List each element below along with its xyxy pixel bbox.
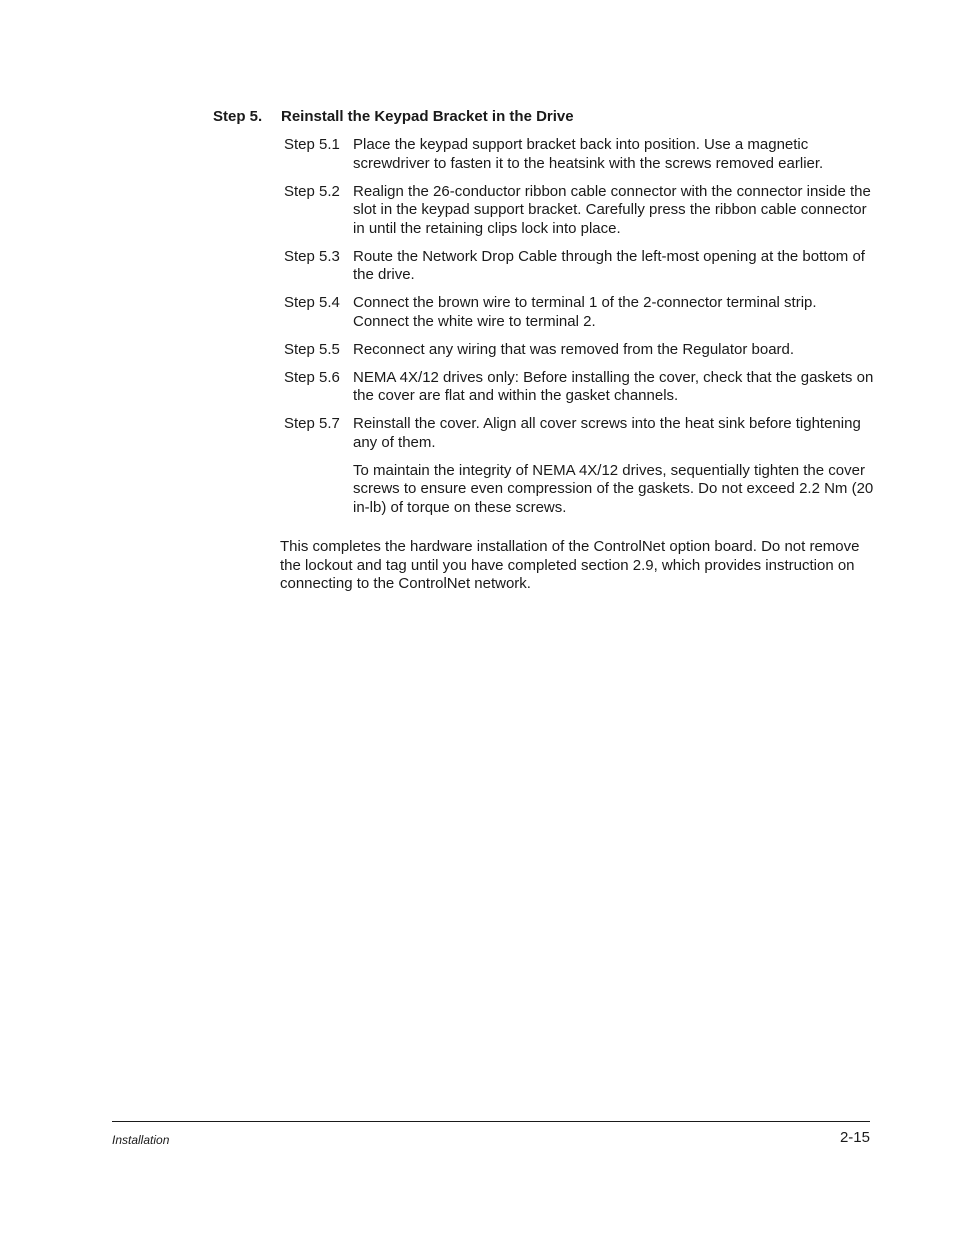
substep-5-7	[284, 415, 874, 517]
footer-divider	[112, 1121, 870, 1122]
substep-body	[353, 341, 874, 360]
substep-text: Reconnect any wiring that was removed from the Regulator board.	[353, 340, 795, 358]
page-number: 2-15	[839, 1129, 870, 1146]
substep-label: Step 5.7	[284, 415, 340, 432]
substep-text: NEMA 4X/12 drives only: Before installing the cover, check that the gaskets on the cover are flat and within the gasket channels.	[353, 368, 874, 404]
substep-label: Step 5.6	[284, 368, 340, 386]
substep-list	[284, 136, 874, 527]
substep-text: Place the keypad support bracket back into position. Use a magnetic screwdriver to fasten it to the heatsink with the screws removed earlier.	[353, 136, 824, 172]
substep-5-4	[284, 294, 874, 331]
substep-note: To maintain the integrity of NEMA 4X/12 drives, sequentially tighten the cover screws to ensure even compression of the gaskets. Do not exceed 2.2 Nm (20 in-lb) of torque on these screws.	[353, 461, 874, 516]
substep-5-5	[284, 341, 874, 360]
substep-label: Step 5.5	[284, 340, 340, 358]
substep-label: Step 5.1	[284, 136, 340, 153]
footer-section-name: Installation	[112, 1133, 170, 1147]
substep-text: Realign the 26-conductor ribbon cable connector with the connector inside the slot in the keypad support bracket. Carefully press the ribbon cable connector in until the retaining clips lock into place.	[353, 182, 871, 237]
substep-body	[353, 369, 874, 406]
closing-paragraph: This completes the hardware installation of the ControlNet option board. Do not remove the lockout and tag until you have completed section 2.9, which provides instruction on connecting to the ControlNet network.	[280, 538, 860, 592]
substep-5-1	[284, 136, 874, 173]
substep-body	[353, 136, 874, 173]
substep-text: Route the Network Drop Cable through the left-most opening at the bottom of the drive.	[353, 247, 865, 283]
substep-label: Step 5.4	[284, 294, 340, 311]
step-heading	[213, 108, 574, 127]
substep-5-2	[284, 183, 874, 239]
step-title: Reinstall the Keypad Bracket in the Drive	[281, 108, 574, 125]
substep-5-6	[284, 369, 874, 406]
substep-label: Step 5.3	[284, 247, 340, 265]
substep-body	[353, 183, 874, 239]
substep-body	[353, 294, 874, 331]
substep-5-3	[284, 248, 874, 285]
substep-body	[353, 415, 874, 517]
step-number: Step 5.	[213, 108, 263, 125]
substep-label: Step 5.2	[284, 182, 340, 200]
substep-text: Reinstall the cover. Align all cover screws into the heat sink before tightening any of them.	[353, 415, 861, 451]
substep-body	[353, 248, 874, 285]
substep-text: Connect the brown wire to terminal 1 of the 2-connector terminal strip. Connect the white wire to terminal 2.	[353, 294, 817, 330]
